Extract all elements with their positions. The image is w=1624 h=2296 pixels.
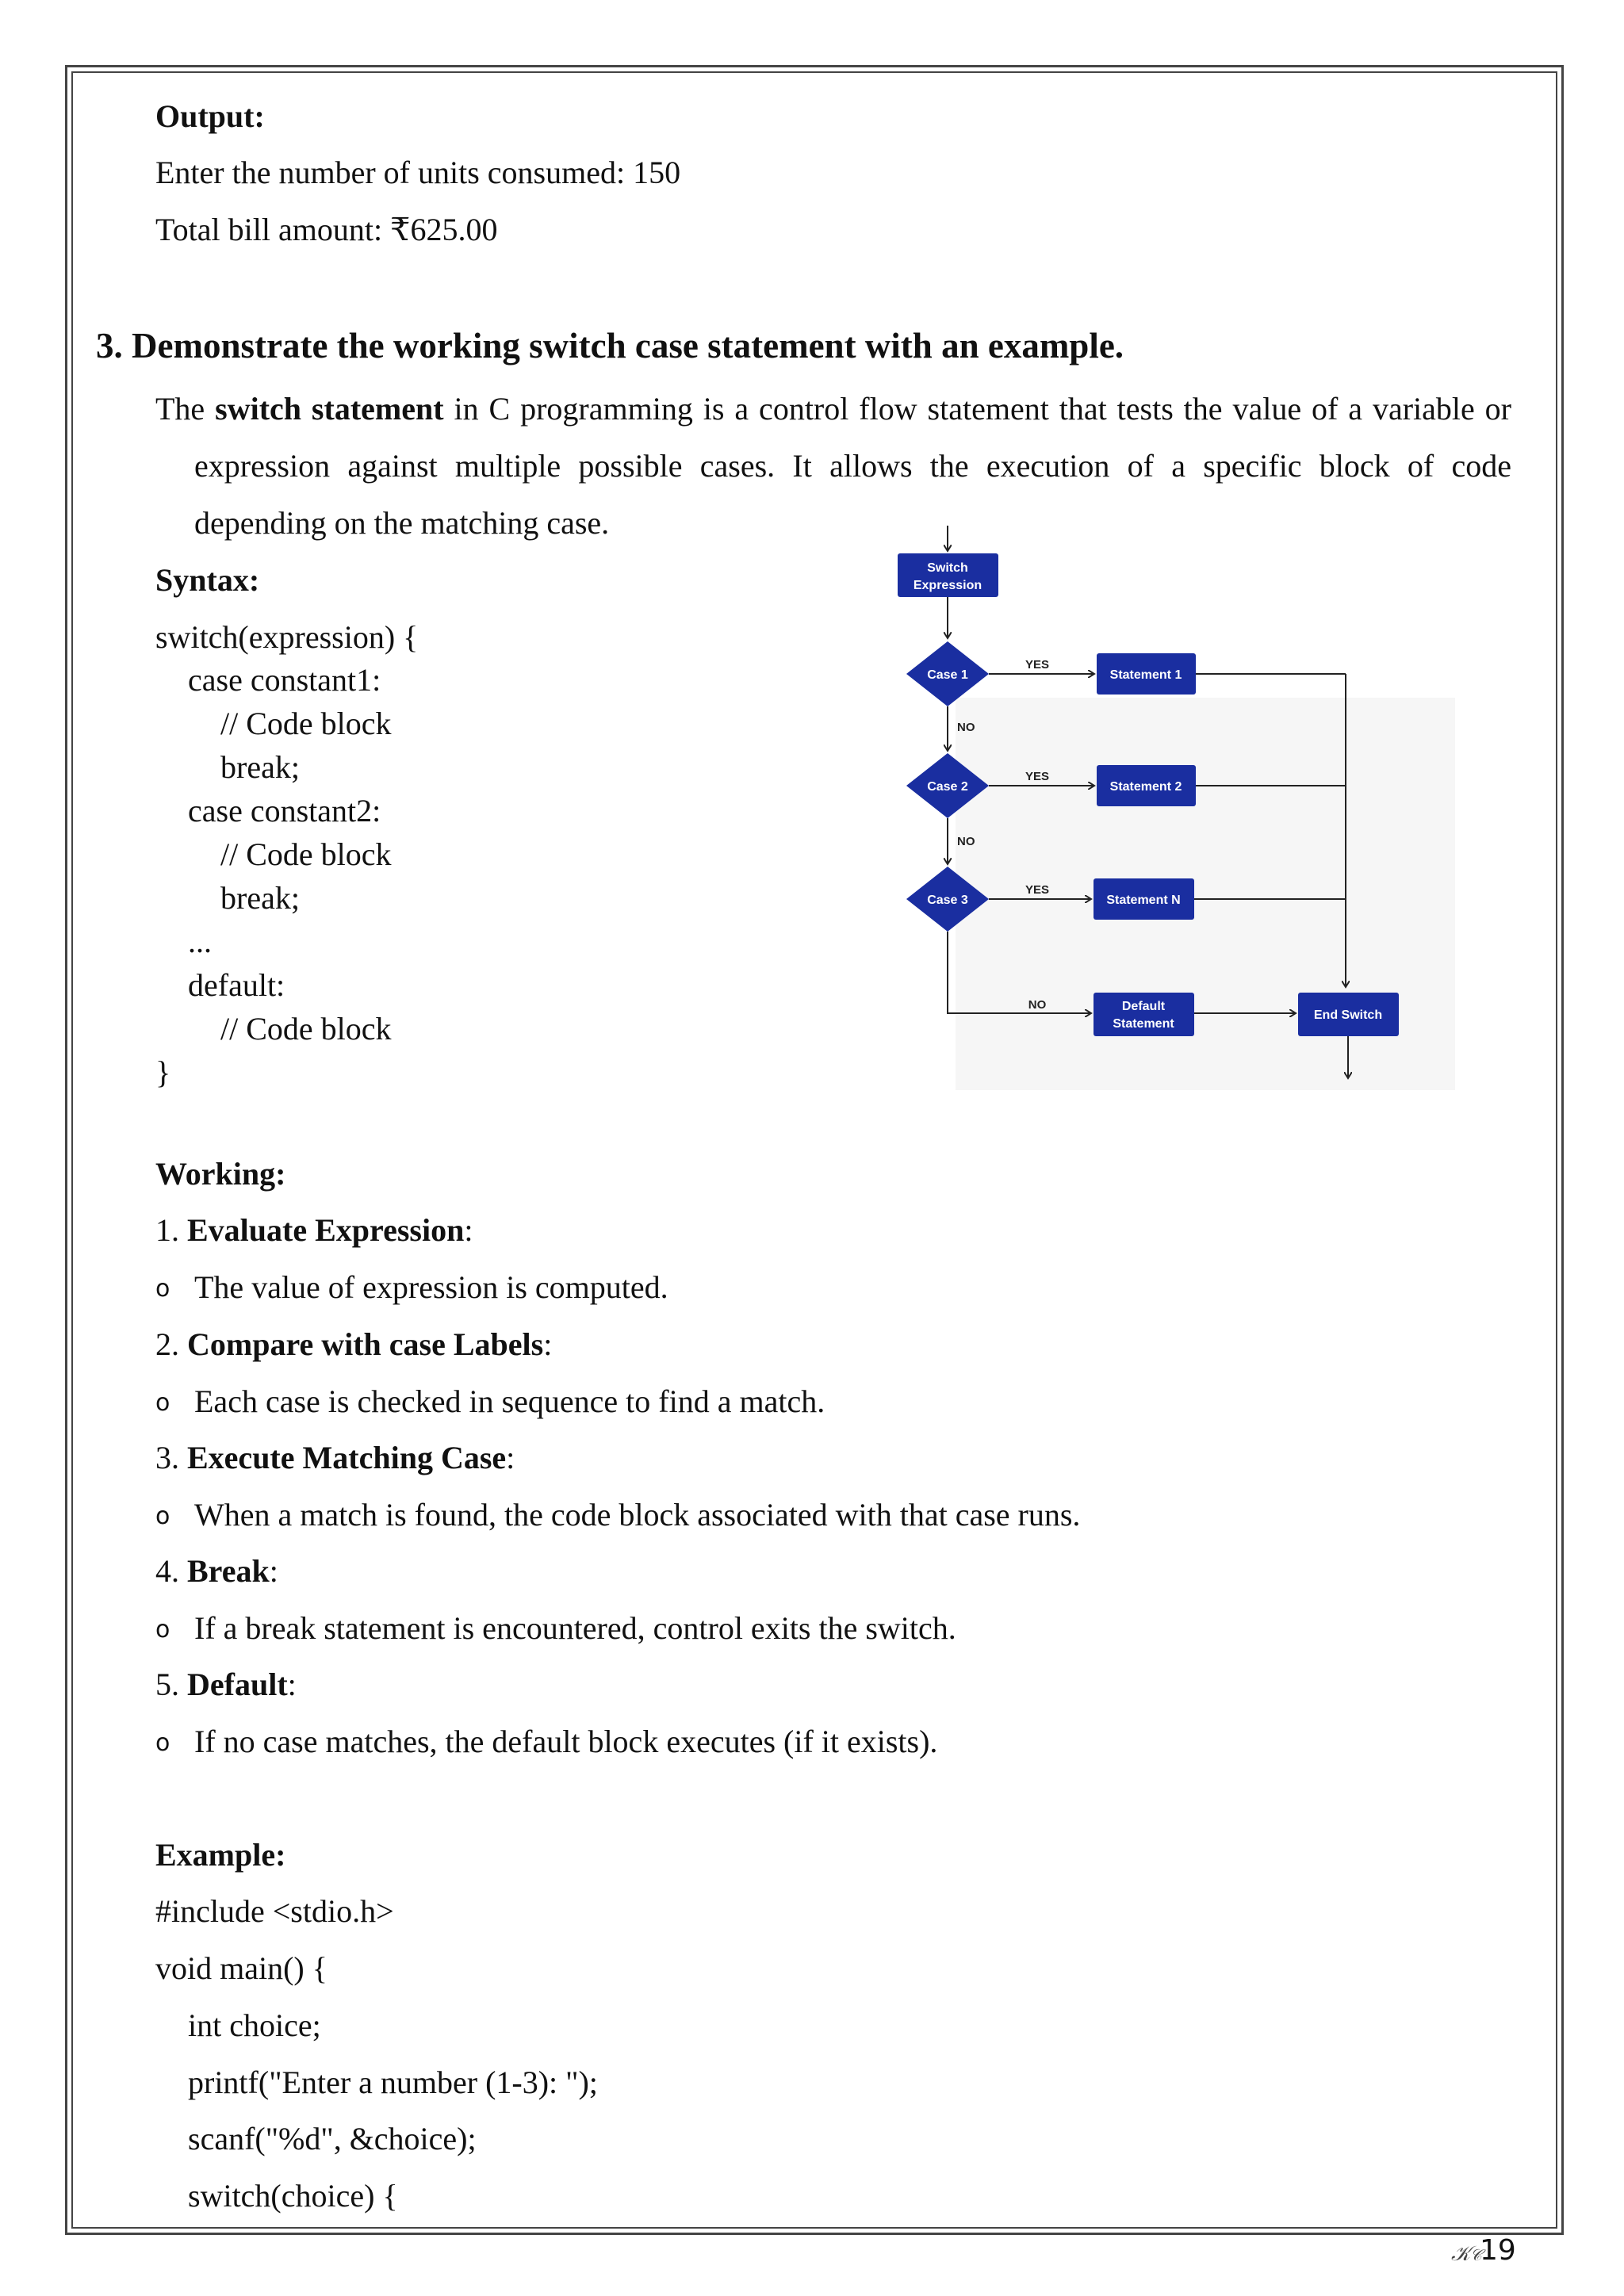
- example-heading: Example:: [155, 1837, 286, 1873]
- switch-expression-box: [898, 553, 998, 597]
- step-title: Execute Matching Case: [187, 1440, 507, 1475]
- yes-label: YES: [1025, 770, 1050, 783]
- output-line-1: Enter the number of units consumed: 150: [155, 155, 681, 190]
- end-switch-label: End Switch: [1313, 1008, 1383, 1022]
- syntax-line: case constant2:: [188, 793, 381, 828]
- bullet-icon: o: [155, 1729, 170, 1757]
- step-title: Default: [187, 1667, 288, 1702]
- case-3-label: Case 3: [927, 894, 968, 907]
- switch-flowchart: [884, 519, 1455, 1090]
- syntax-line: // Code block: [220, 1011, 392, 1047]
- no-label: NO: [957, 835, 975, 848]
- step-2-detail: Each case is checked in sequence to find a match.: [194, 1383, 825, 1419]
- example-code-line: switch(choice) {: [188, 2178, 398, 2214]
- step-4-detail: If a break statement is encountered, control exits the switch.: [194, 1610, 956, 1646]
- default-statement-label: Statement: [1113, 1017, 1174, 1031]
- syntax-line: // Code block: [220, 706, 392, 741]
- default-statement-label: Default: [1121, 1000, 1166, 1013]
- intro-text-bold: switch statement: [215, 391, 444, 427]
- intro-line-3: depending on the matching case.: [194, 505, 610, 541]
- step-title: Evaluate Expression: [187, 1212, 465, 1248]
- example-code-line: int choice;: [188, 2007, 321, 2043]
- step-2: [155, 1326, 552, 1363]
- bullet-icon: o: [155, 1275, 170, 1303]
- step-title: Compare with case Labels: [187, 1326, 544, 1362]
- switch-expression-label: Switch: [927, 561, 968, 575]
- example-code-line: printf("Enter a number (1-3): ");: [188, 2064, 598, 2100]
- bullet-icon: o: [155, 1616, 170, 1644]
- author-mark-logo: 𝒦𝒞: [1451, 2242, 1482, 2266]
- syntax-line: break;: [220, 749, 300, 785]
- output-line-2: Total bill amount: ₹625.00: [155, 212, 498, 247]
- step-suffix: :: [287, 1667, 297, 1702]
- syntax-line: switch(expression) {: [155, 619, 419, 655]
- step-number: 2.: [155, 1326, 179, 1362]
- example-code-line: scanf("%d", &choice);: [188, 2121, 477, 2156]
- syntax-heading: Syntax:: [155, 562, 260, 598]
- syntax-line: break;: [220, 880, 300, 916]
- no-label: NO: [1028, 998, 1047, 1012]
- intro-line-2: expression against multiple possible cases. It allows the execution of a specific block of code: [194, 448, 1511, 484]
- step-5: [155, 1667, 297, 1703]
- step-suffix: :: [543, 1326, 553, 1362]
- bullet-icon: o: [155, 1502, 170, 1530]
- switch-expression-label: Expression: [913, 579, 982, 592]
- step-number: 5.: [155, 1667, 179, 1702]
- syntax-line: }: [155, 1054, 171, 1090]
- example-code-line: void main() {: [155, 1950, 327, 1986]
- step-5-detail: If no case matches, the default block executes (if it exists).: [194, 1724, 938, 1759]
- syntax-line: ...: [188, 924, 212, 959]
- case-2-label: Case 2: [927, 780, 968, 794]
- step-3-detail: When a match is found, the code block associated with that case runs.: [194, 1497, 1081, 1533]
- yes-label: YES: [1025, 658, 1050, 672]
- example-code-line: #include <stdio.h>: [155, 1893, 394, 1929]
- step-1: [155, 1212, 473, 1249]
- working-heading: Working:: [155, 1156, 286, 1192]
- statement-2-label: Statement 2: [1109, 780, 1182, 794]
- step-suffix: :: [464, 1212, 473, 1248]
- step-number: 4.: [155, 1553, 179, 1589]
- statement-n-label: Statement N: [1106, 894, 1181, 907]
- output-heading: Output:: [155, 98, 265, 134]
- page-number: 19: [1480, 2234, 1516, 2267]
- syntax-line: // Code block: [220, 836, 392, 872]
- step-number: 3.: [155, 1440, 179, 1475]
- question-title: 3. Demonstrate the working switch case statement with an example.: [96, 326, 1124, 365]
- case-1-label: Case 1: [927, 668, 968, 682]
- step-1-detail: The value of expression is computed.: [194, 1269, 668, 1305]
- no-label: NO: [957, 721, 975, 734]
- syntax-line: default:: [188, 967, 285, 1003]
- step-suffix: :: [506, 1440, 515, 1475]
- yes-label: YES: [1025, 883, 1050, 897]
- intro-text-post: in C programming is a control flow statement that tests the value of a variable or: [443, 391, 1512, 427]
- bullet-icon: o: [155, 1389, 170, 1417]
- syntax-line: case constant1:: [188, 662, 381, 698]
- step-4: [155, 1553, 278, 1590]
- intro-text-pre: The: [155, 391, 216, 427]
- intro-line-1: [155, 391, 1511, 427]
- statement-1-label: Statement 1: [1109, 668, 1182, 682]
- step-number: 1.: [155, 1212, 179, 1248]
- step-title: Break: [187, 1553, 270, 1589]
- step-3: [155, 1440, 515, 1476]
- step-suffix: :: [269, 1553, 278, 1589]
